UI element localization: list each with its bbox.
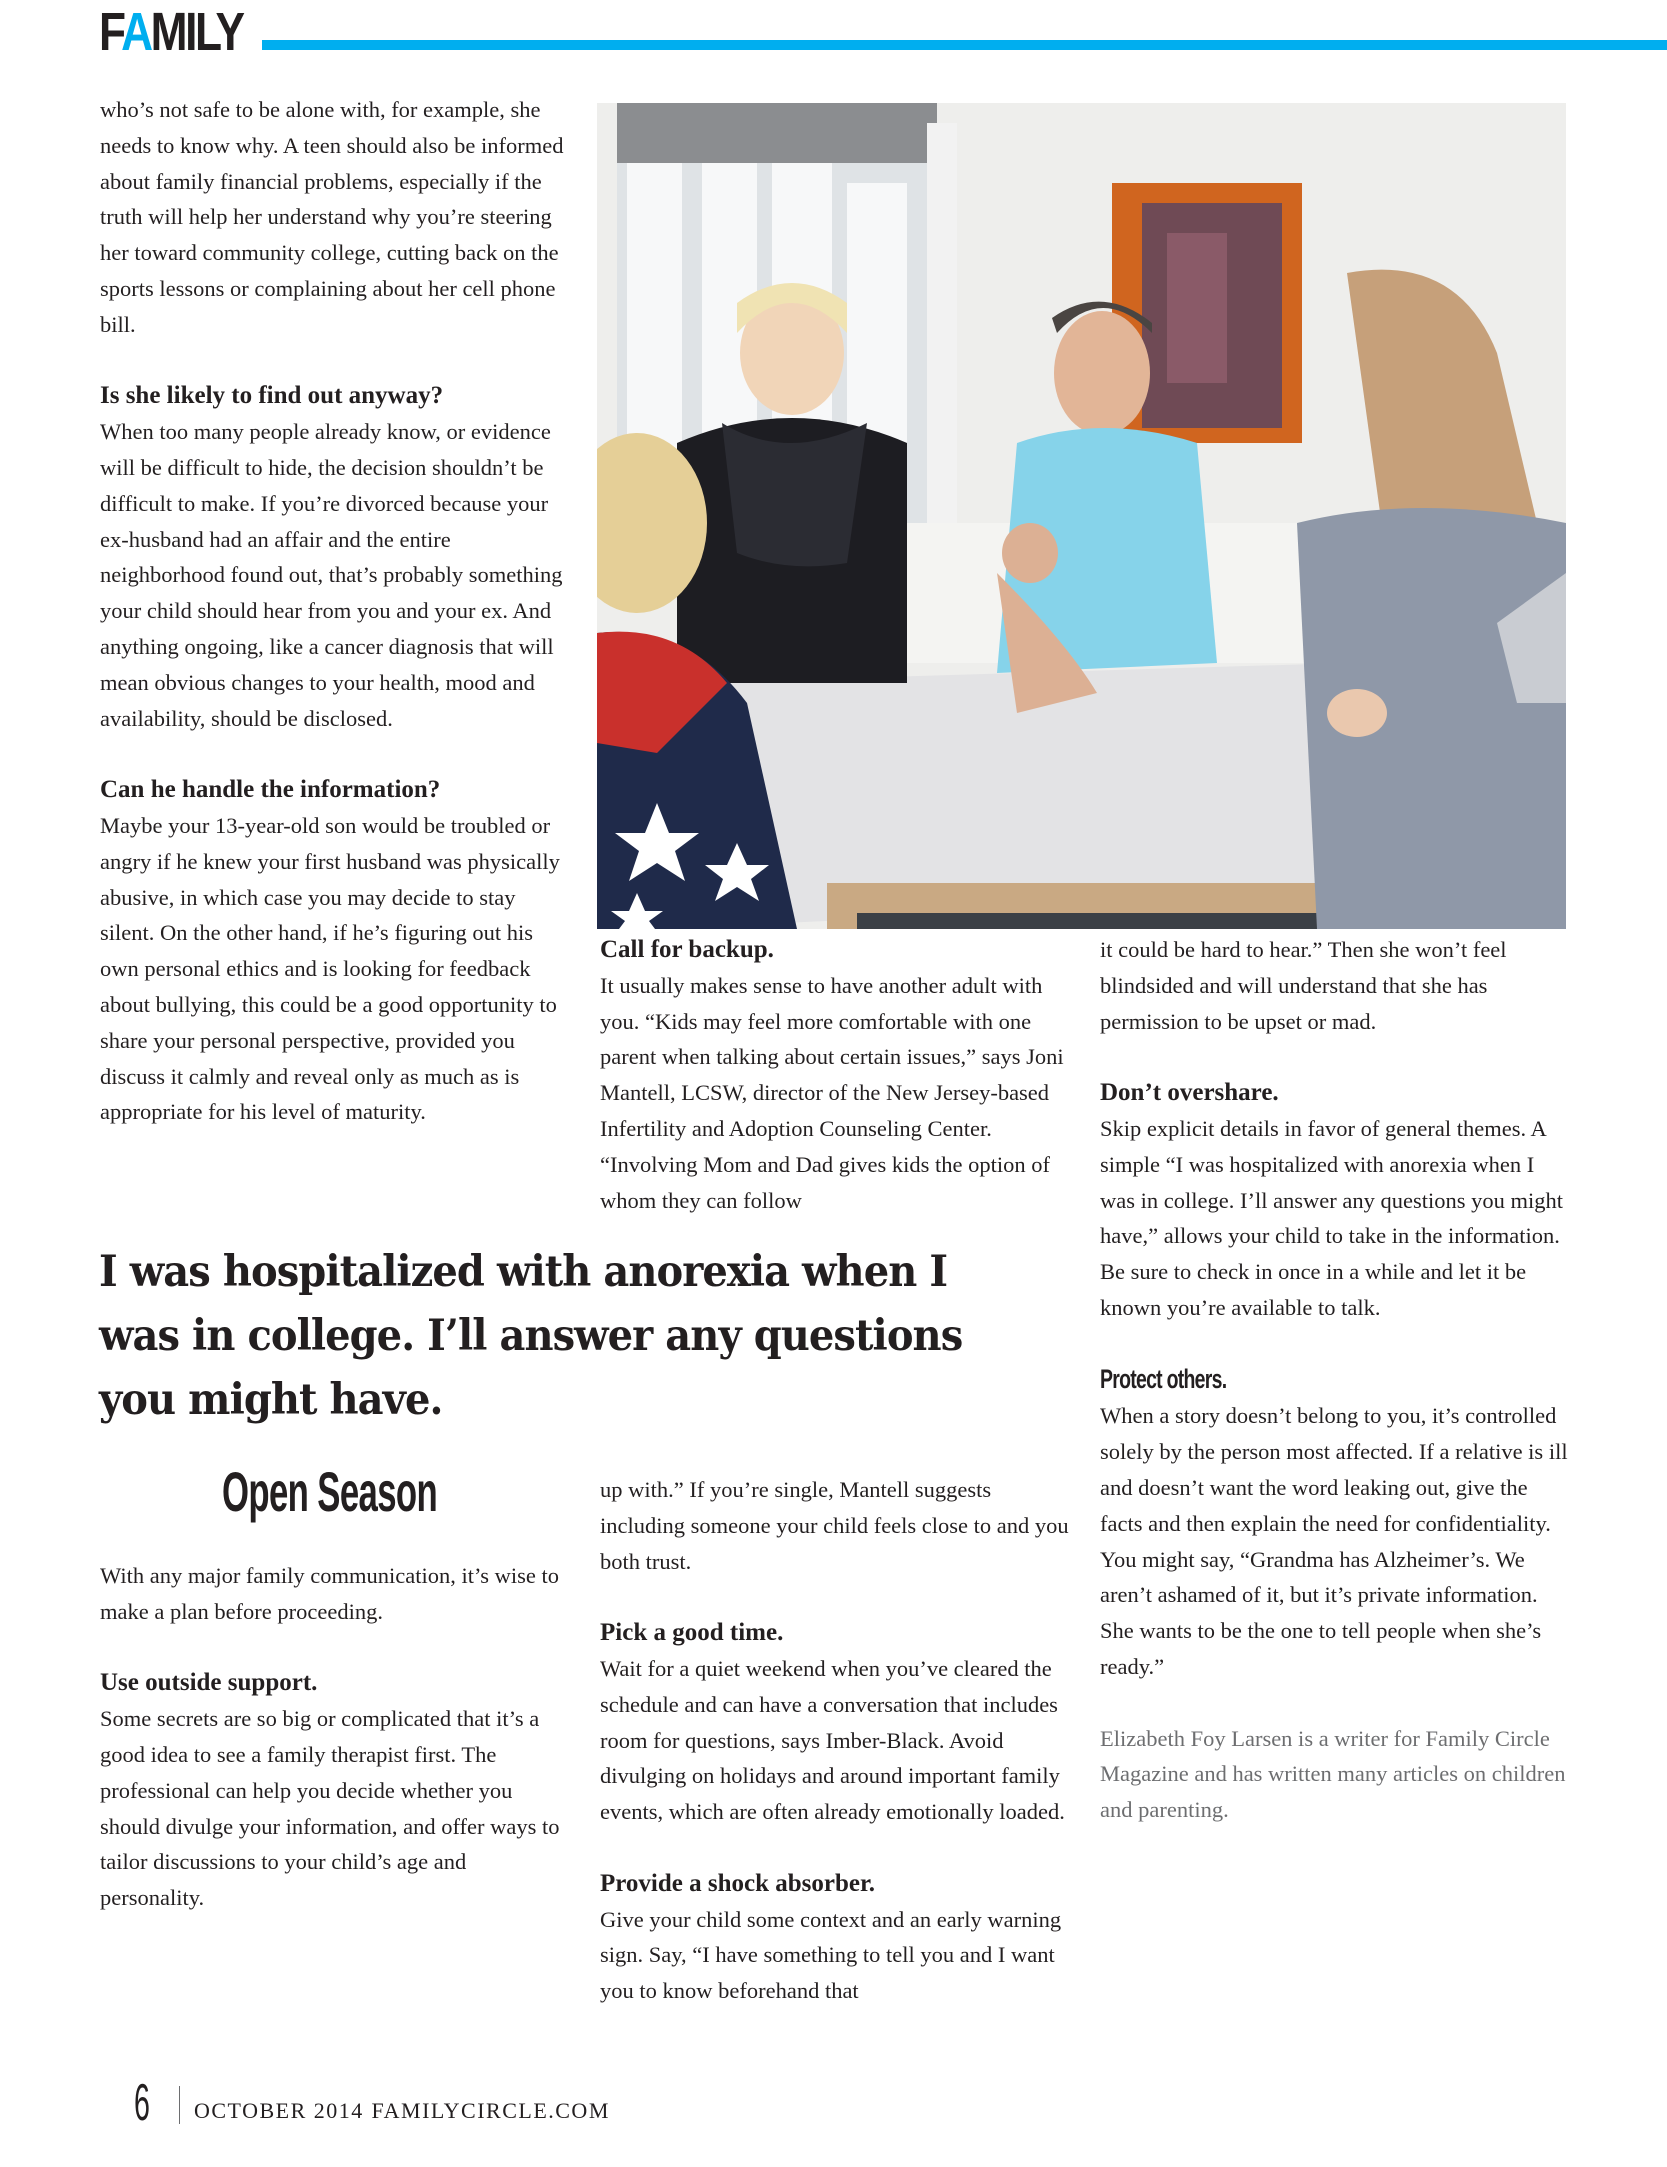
body-text: Some secrets are so big or complicated that it’s a good idea to see a family therapist first. The professional can help you decide whether you should divulge your information, and offer ways to tailor discussions to your child’s age and personality. [100, 1706, 560, 1911]
pull-quote: I was hospitalized with anorexia when I was in college. I’ll answer any questions you might have. [99, 1247, 963, 1425]
middle-column-bottom [600, 1472, 1070, 2009]
family-discussion-photo [597, 103, 1566, 929]
left-column-bottom [100, 1558, 570, 1916]
subheading: Use outside support. [100, 1669, 318, 1697]
body-text: Skip explicit details in favor of general themes. A simple “I was hospitalized with anorexia when I was in college. I’ll answer any questions you might have,” allows your child to take in the information. Be sure to check in once in a while and let it be known you’re available to talk. [1100, 1115, 1564, 1320]
body-text: Maybe your 13-year-old son would be troubled or angry if he knew your first husband was physically abusive, in which case you may decide to stay silent. On the other hand, if he’s figuring out his own personal ethics and is looking for feedback about bullying, this could be a good opportunity to share your personal perspective, provided you discuss it calmly and reveal only as much as is appropriate for his level of maturity. [100, 812, 560, 1125]
subheading: Pick a good time. [600, 1619, 784, 1647]
subheading: Is she likely to find out anyway? [100, 382, 444, 410]
photo-illustration [597, 103, 1566, 929]
footer-divider [179, 2086, 180, 2124]
subheading: Can he handle the information? [100, 776, 441, 804]
subheading [1100, 1362, 1570, 1399]
middle-column-top [600, 932, 1070, 1218]
body-text: up with.” If you’re single, Mantell suggests including someone your child feels close to and you both trust. [600, 1477, 1069, 1574]
body-text: who’s not safe to be alone with, for example, she needs to know why. A teen should also be informed about family financial problems, especially if the truth will help her understand why you’re steering her toward community college, cutting back on the sports lessons or complaining about her cell phone bill. [100, 97, 564, 337]
subheading: Provide a shock absorber. [600, 1869, 876, 1897]
body-text: Wait for a quiet weekend when you’ve cleared the schedule and can have a conversation that includes room for questions, says Imber-Black. Avoid divulging on holidays and around important family events, which are often already emotionally loaded. [600, 1655, 1065, 1825]
logo-accent-letter: A [121, 2, 151, 62]
section-title: Open Season [222, 1460, 438, 1523]
issue-date: OCTOBER 2014 [194, 2098, 364, 2123]
left-column-top [100, 92, 570, 1130]
logo-letters: MILY [150, 2, 243, 62]
right-column [1100, 932, 1570, 1828]
subheading: Don’t overshare. [1100, 1079, 1279, 1107]
website-link[interactable]: FAMILYCIRCLE.COM [371, 2098, 610, 2123]
body-text: With any major family communication, it’s wise to make a plan before proceeding. [100, 1563, 560, 1624]
header-rule [262, 40, 1667, 50]
body-text: It usually makes sense to have another adult with you. “Kids may feel more comfortable with one parent when talking about certain issues,” says Joni Mantell, LCSW, director of the New Jersey-based Infertility and Adoption Counseling Center. “Involving Mom and Dad gives kids the option of whom they can follow [600, 972, 1064, 1213]
body-text: When too many people already know, or evidence will be difficult to hide, the decision shouldn’t be difficult to make. If you’re divorced because your ex-husband had an affair and the entire neighborhood found out, that’s probably something your child should hear from you and your ex. And anything ongoing, like a cancer diagnosis that will mean obvious changes to your health, mood and availability, should be disclosed. [100, 419, 563, 731]
footer-folio [194, 2094, 610, 2128]
logo-letter: F [99, 2, 122, 62]
body-text: When a story doesn’t belong to you, it’s controlled solely by the person most affected. If a relative is ill and doesn’t want the word leaking out, give the facts and then explain the need for confidentiality. You might say, “Grandma has Alzheimer’s. We aren’t ashamed of it, but it’s private information. She wants to be the one to tell people when she’s ready.” [1100, 1403, 1568, 1679]
body-text: it could be hard to hear.” Then she won’t feel blindsided and will understand that she has permission to be upset or mad. [1100, 937, 1507, 1034]
subheading: Call for backup. [600, 936, 774, 963]
subheading-text: Protect others. [1100, 1363, 1227, 1394]
page-number: 6 [134, 2074, 150, 2132]
author-bio: Elizabeth Foy Larsen is a writer for Family Circle Magazine and has written many articles on children and parenting. [1100, 1725, 1566, 1823]
section-logo [99, 4, 243, 60]
body-text: Give your child some context and an early warning sign. Say, “I have something to tell you and I want you to know beforehand that [600, 1906, 1062, 2004]
